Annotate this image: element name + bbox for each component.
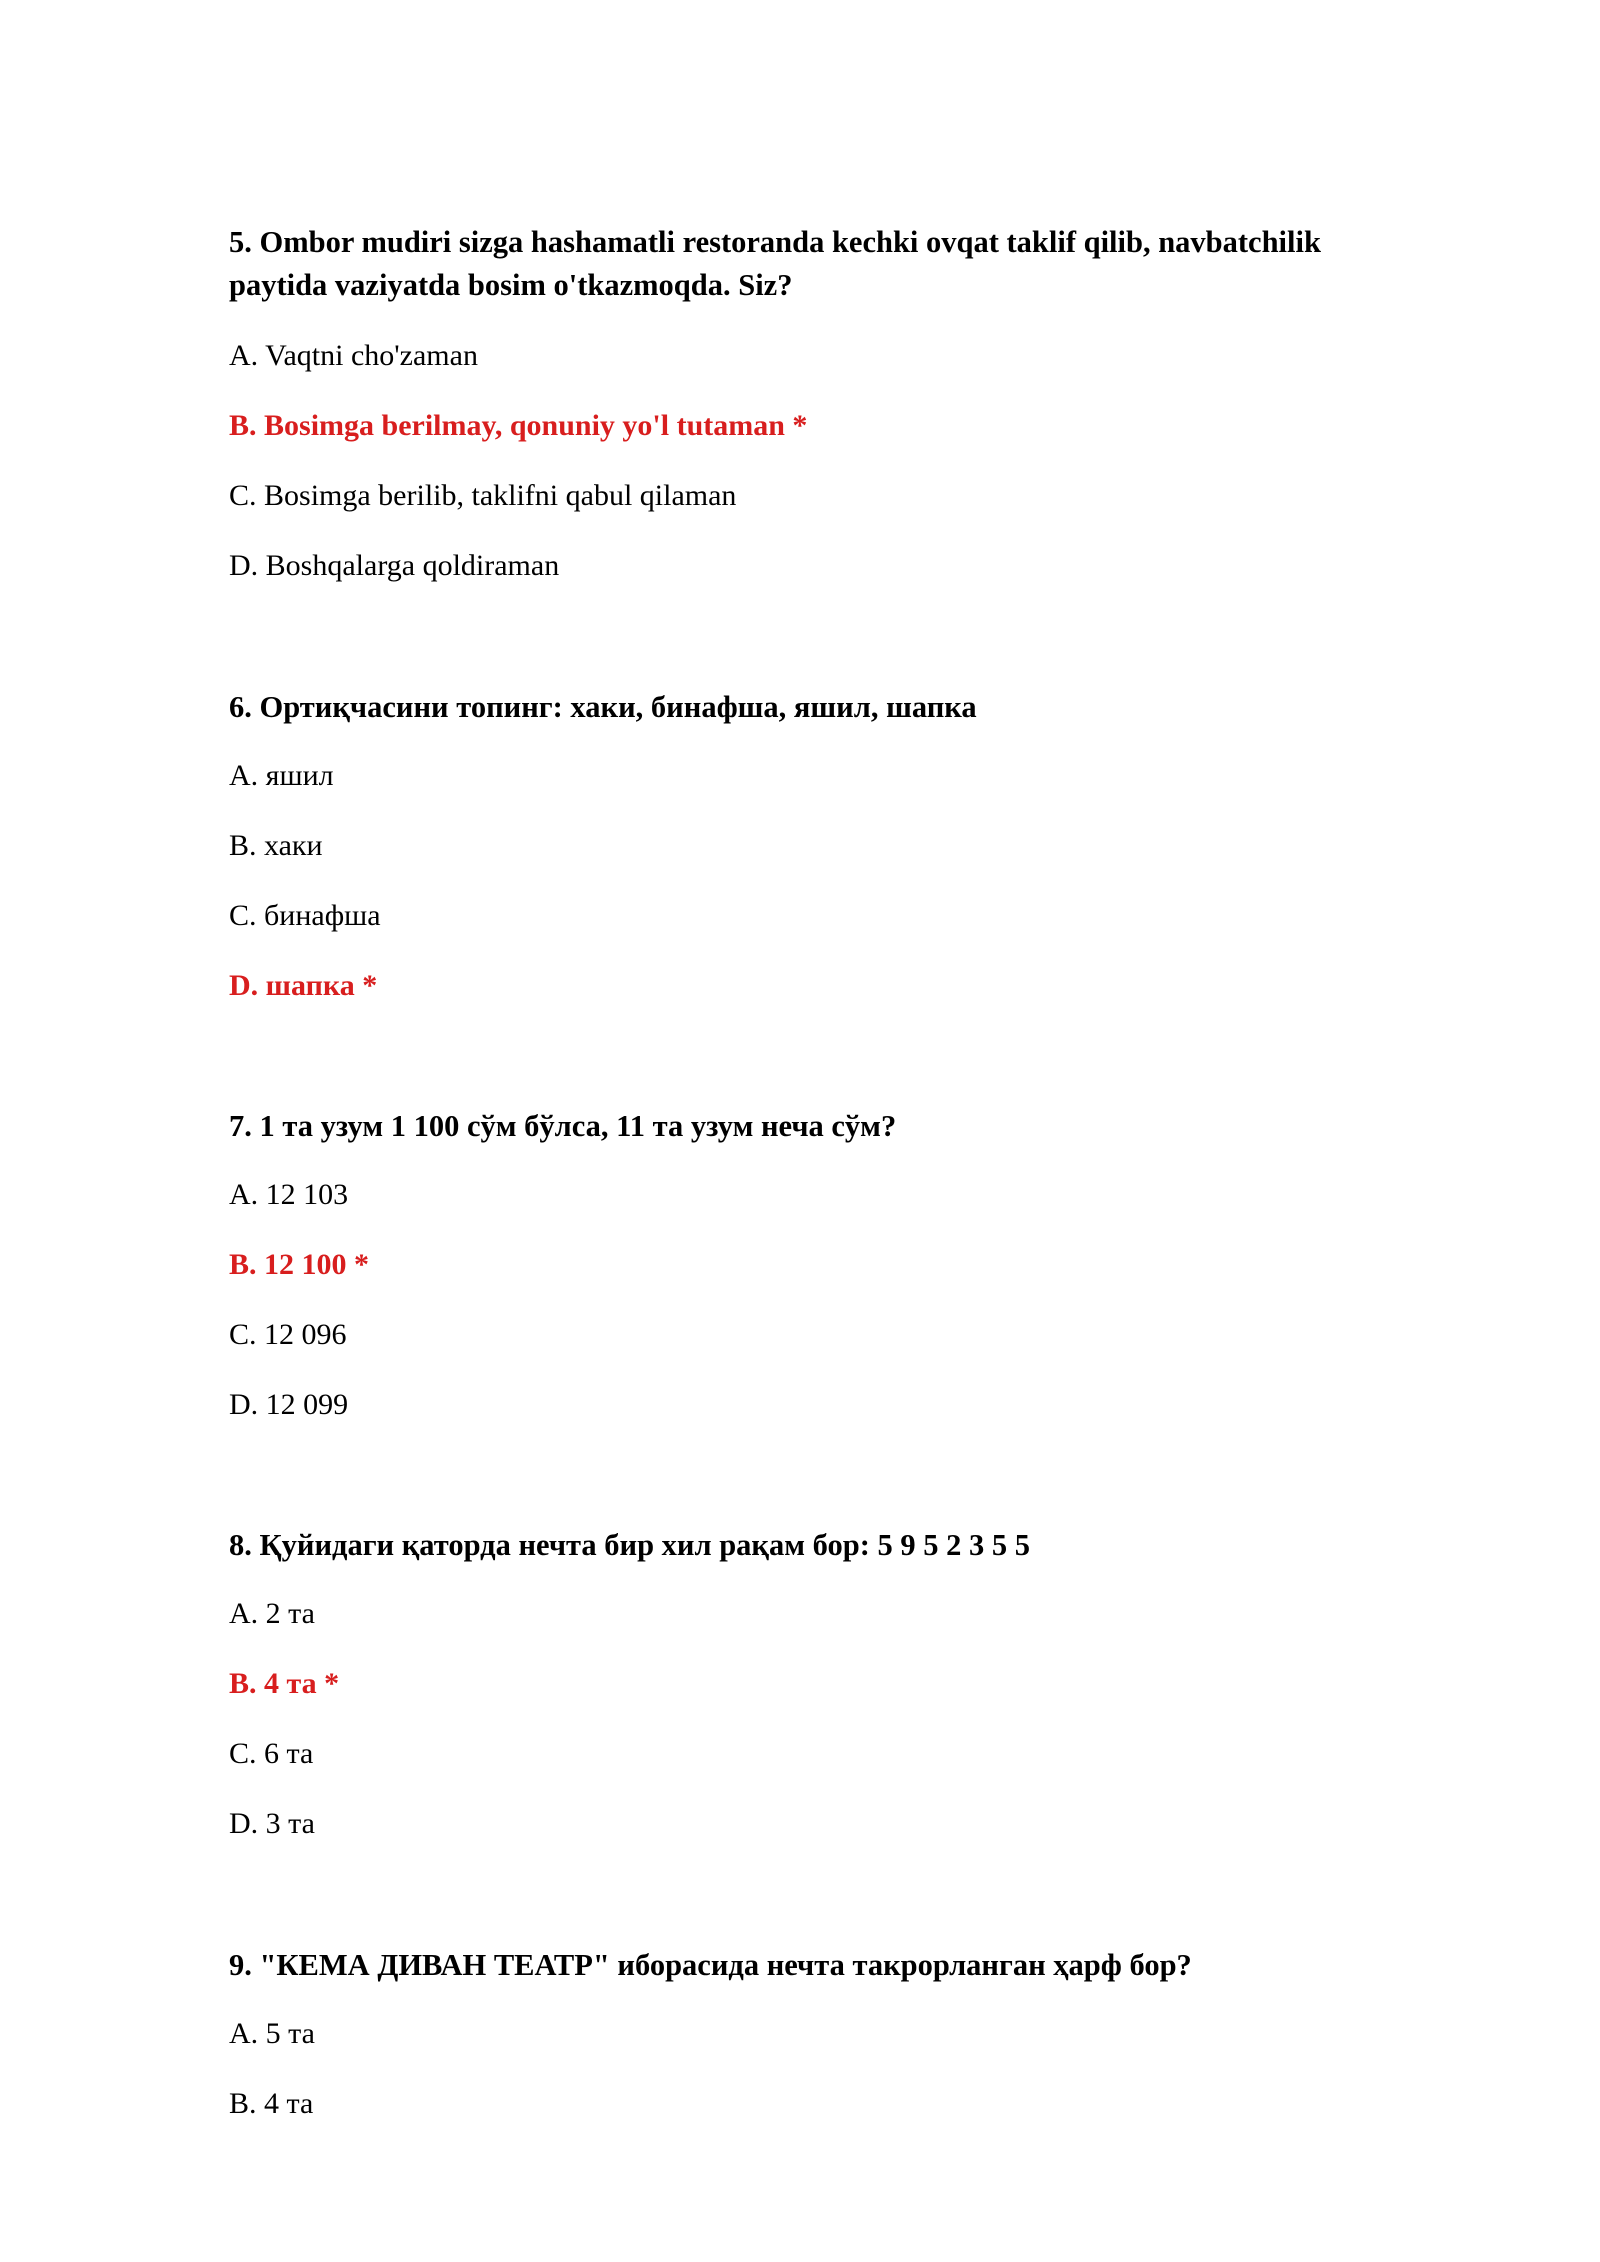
question-7-option-a: A. 12 103: [229, 1178, 349, 1211]
question-5-text: 5. Ombor mudiri sizga hashamatli restoranda kechki ovqat taklif qilib, navbatchilik paytida vaziyatda bosim o'tkazmoqda. Siz?: [229, 225, 1321, 302]
question-8-option-b-correct: B. 4 та *: [229, 1667, 340, 1700]
question-9-option-b: B. 4 та: [229, 2087, 314, 2120]
question-5-option-b-correct: B. Bosimga berilmay, qonuniy yo'l tutaman *: [229, 409, 808, 442]
question-7-option-c: C. 12 096: [229, 1318, 347, 1351]
question-5-option-a: A. Vaqtni cho'zaman: [229, 339, 478, 372]
question-5-option-d: D. Boshqalarga qoldiraman: [229, 549, 560, 582]
question-9-text: 9. "КЕМА ДИВАН ТЕАТР" иборасида нечта такрорланган ҳарф бор?: [229, 1948, 1192, 1982]
question-7-option-d: D. 12 099: [229, 1388, 349, 1421]
question-8-text: 8. Қуйидаги қаторда нечта бир хил рақам бор: 5 9 5 2 3 5 5: [229, 1528, 1030, 1562]
question-6-text: 6. Ортиқчасини топинг: хаки, бинафша, яшил, шапка: [229, 690, 977, 724]
question-5-option-c: C. Bosimga berilib, taklifni qabul qilaman: [229, 479, 737, 512]
question-8-option-c: C. 6 та: [229, 1737, 314, 1770]
question-9-option-a: A. 5 та: [229, 2017, 315, 2050]
question-6-option-b: B. хаки: [229, 829, 323, 862]
question-6-option-a: A. яшил: [229, 759, 334, 792]
question-8-option-a: A. 2 та: [229, 1597, 315, 1630]
question-7-option-b-correct: B. 12 100 *: [229, 1248, 370, 1281]
question-6-option-c: C. бинафша: [229, 899, 381, 932]
question-8-option-d: D. 3 та: [229, 1807, 315, 1840]
question-6-option-d-correct: D. шапка *: [229, 969, 378, 1002]
question-7-text: 7. 1 та узум 1 100 сўм бўлса, 11 та узум неча сўм?: [229, 1109, 897, 1143]
